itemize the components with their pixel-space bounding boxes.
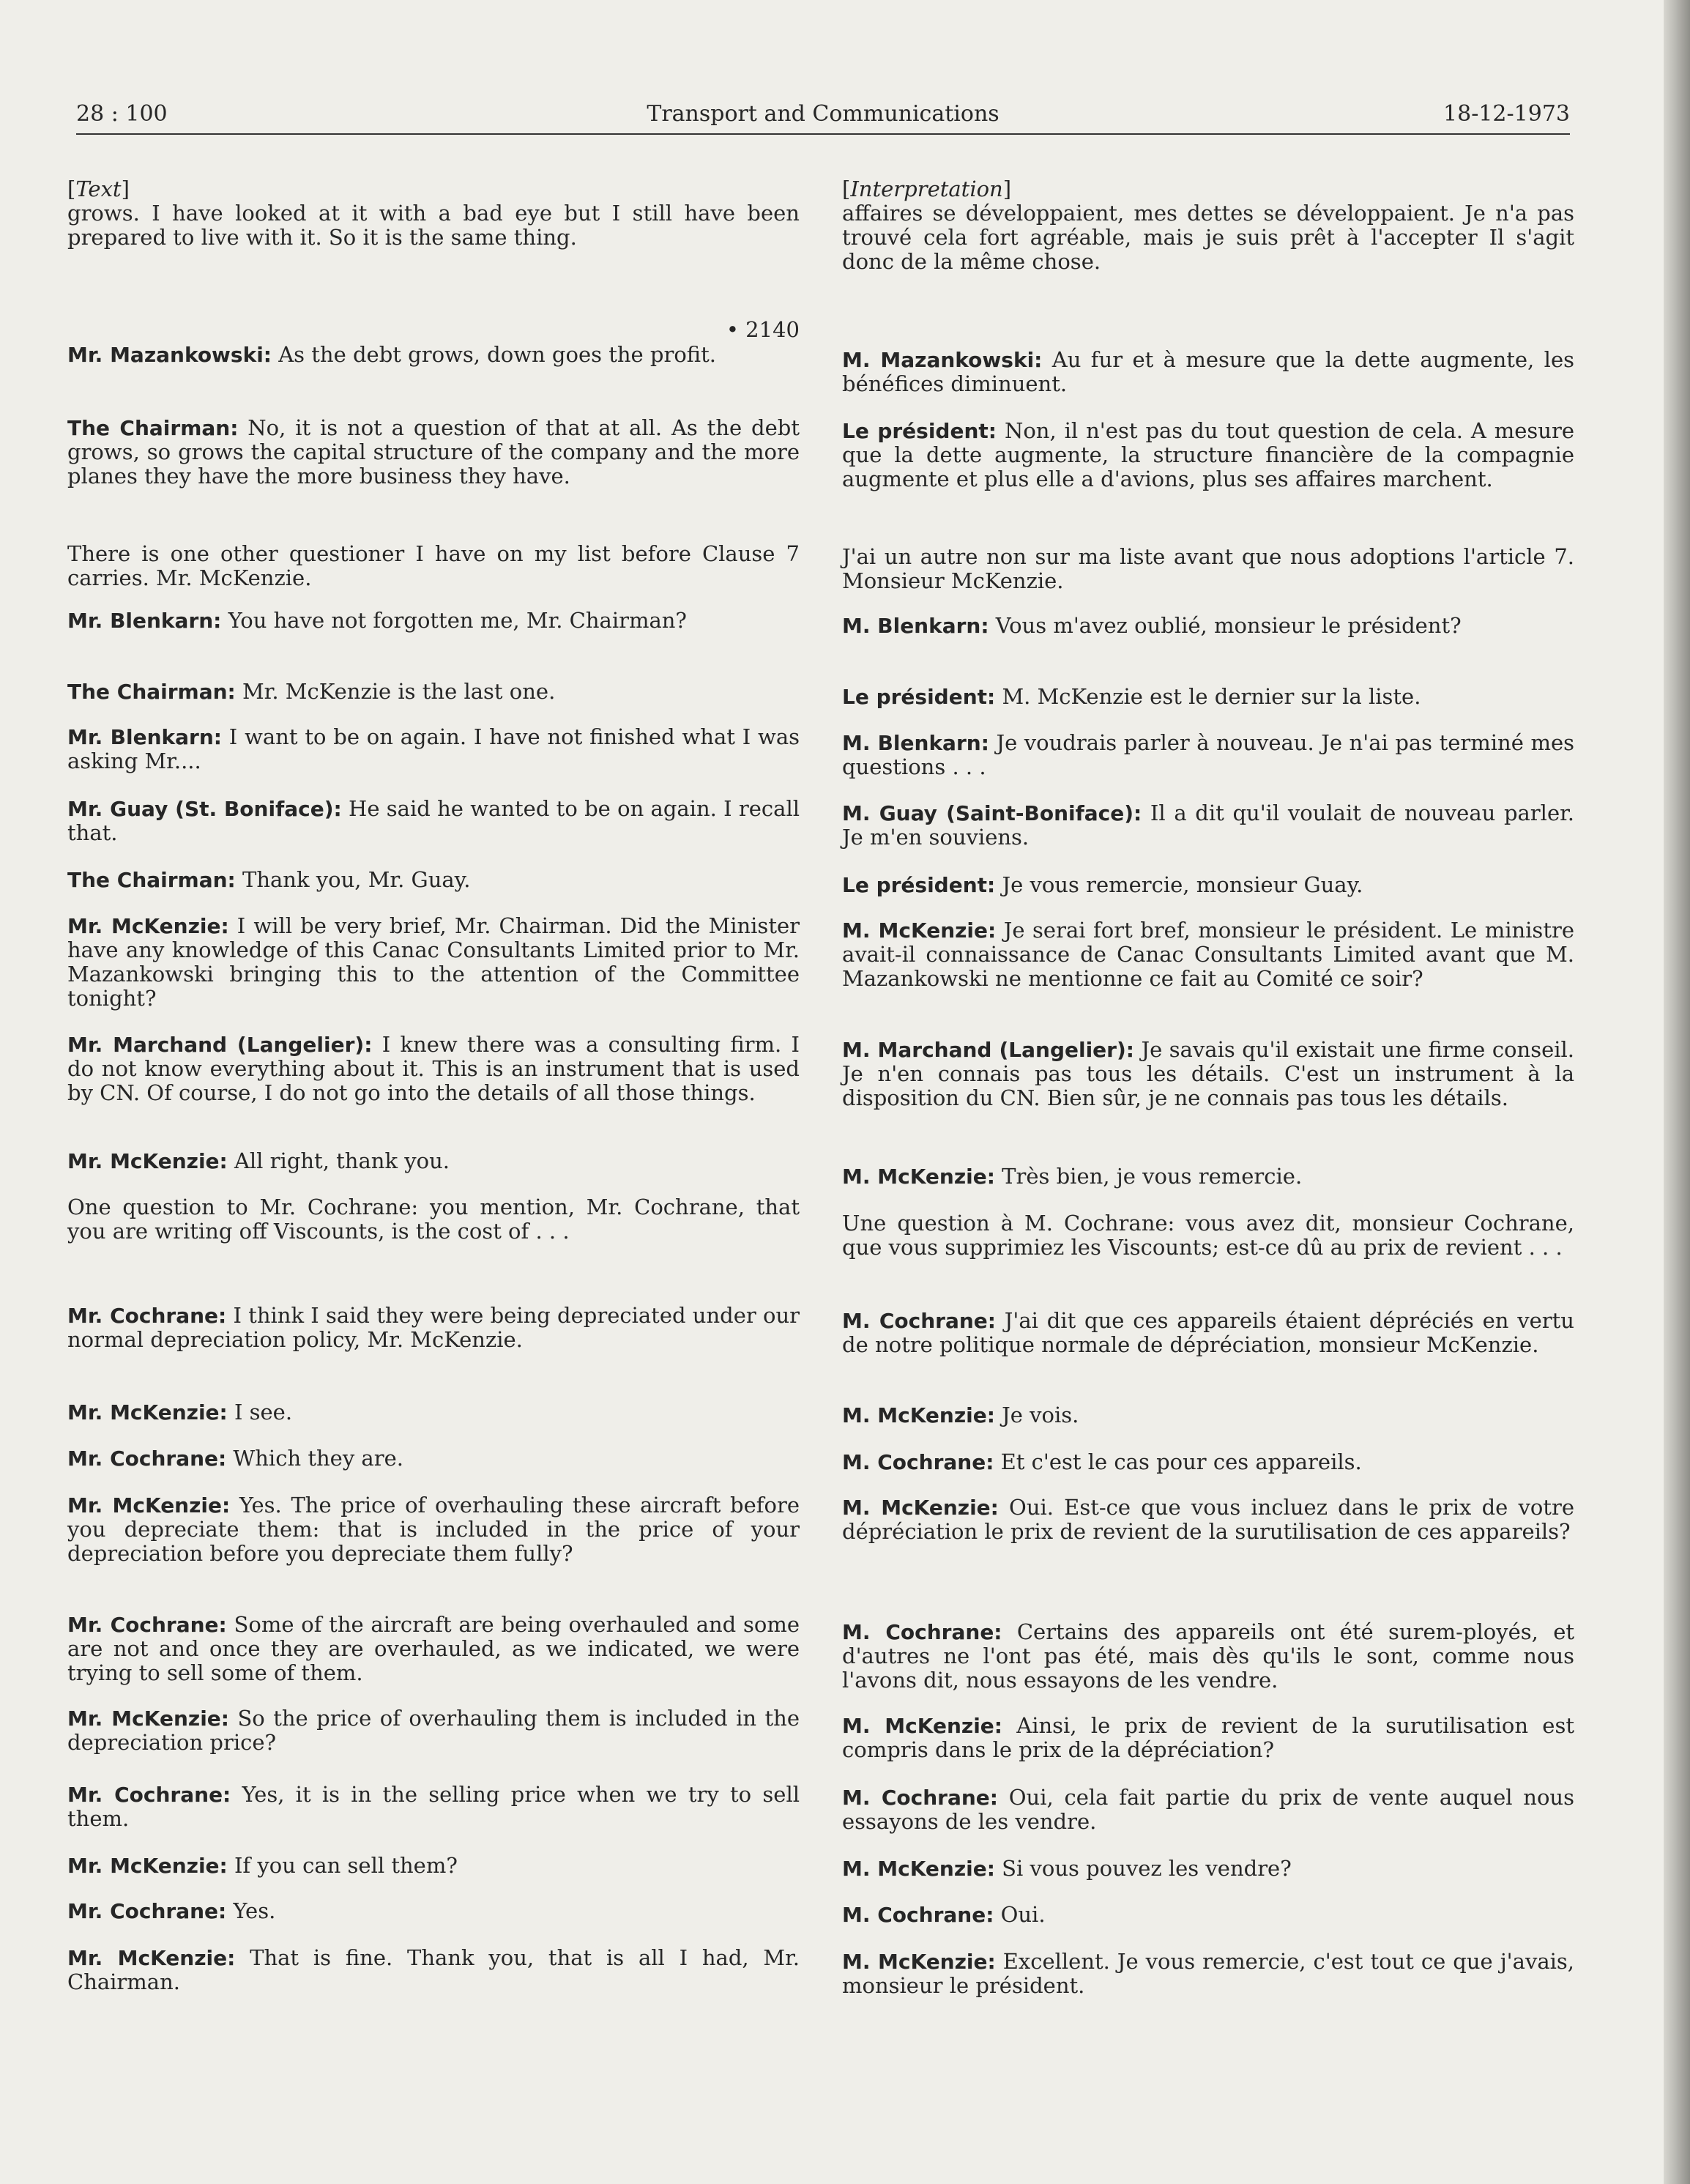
- speaker: Le président:: [842, 685, 996, 709]
- speaker: M. Marchand (Langelier):: [842, 1038, 1134, 1062]
- speech: As the debt grows, down goes the profit.: [272, 342, 717, 367]
- speech: Yes.: [226, 1898, 276, 1923]
- speech: Si vous pouvez les vendre?: [994, 1856, 1292, 1881]
- speaker: M. McKenzie:: [842, 1714, 1002, 1738]
- paragraph: [67, 343, 800, 367]
- speech: Mr. McKenzie is the last one.: [235, 679, 556, 704]
- speech: Oui. Est-ce que vous incluez dans le prix de votre dépréciation le prix de revient de la surutilisation de ces appareils?: [842, 1495, 1574, 1544]
- speech: M. McKenzie est le dernier sur la liste.: [995, 684, 1421, 709]
- speaker: M. McKenzie:: [842, 1857, 995, 1881]
- paragraph: [67, 868, 800, 892]
- paragraph: [842, 918, 1574, 991]
- paragraph: [67, 542, 800, 590]
- speech: Je voudrais parler à nouveau. Je n'ai pas terminé mes questions . . .: [842, 730, 1574, 779]
- speech: affaires se développaient, mes dettes se développaient. Je n'a pas trouvé cela fort agréable, mais je suis prêt à l'accepter Il s'agit donc de la même chose.: [842, 201, 1574, 274]
- paragraph: [67, 1195, 800, 1244]
- speech: Yes, it is in the selling price when we try to sell them.: [67, 1782, 800, 1831]
- speech: I see.: [227, 1400, 293, 1425]
- paragraph: [842, 1309, 1574, 1357]
- speaker: Mr. McKenzie:: [67, 1946, 236, 1970]
- speaker: The Chairman:: [67, 416, 239, 440]
- paragraph: [67, 1149, 800, 1173]
- speech: Je vous remercie, monsieur Guay.: [995, 872, 1363, 897]
- speech: Je vois.: [994, 1403, 1079, 1427]
- page-edge-shadow: [1664, 0, 1690, 2184]
- speech: Je serai fort bref, monsieur le président. Le ministre avait-il connaissance de Canac Consultants Limited avant que M. Mazankowski ne mentionne ce fait au Comité ce soir?: [842, 918, 1574, 991]
- paragraph: [842, 801, 1574, 850]
- speaker: Mr. Cochrane:: [67, 1446, 227, 1471]
- paragraph: [67, 1493, 800, 1566]
- speaker: Mr. Guay (St. Boniface):: [67, 797, 342, 821]
- paragraph: [842, 1165, 1574, 1189]
- paragraph: [842, 1450, 1574, 1474]
- speech: I knew there was a consulting firm. I do not know everything about it. This is an instrument that is used by CN. Of course, I do not go into the details of all those things.: [67, 1032, 800, 1105]
- speaker: The Chairman:: [67, 868, 236, 892]
- paragraph: [67, 1446, 800, 1471]
- speech: Très bien, je vous remercie.: [994, 1164, 1303, 1189]
- speech: Yes. The price of overhauling these aircraft before you depreciate them: that is included in the price of your depreciation before you depreciate them fully?: [67, 1493, 800, 1566]
- speaker: M. McKenzie:: [842, 1403, 995, 1427]
- speaker: M. Blenkarn:: [842, 614, 989, 638]
- speaker: M. Cochrane:: [842, 1786, 998, 1810]
- paragraph: [842, 685, 1574, 709]
- speech: One question to Mr. Cochrane: you mention, Mr. Cochrane, that you are writing off Viscounts, is the cost of . . .: [67, 1195, 800, 1244]
- speaker: Mr. McKenzie:: [67, 1149, 228, 1173]
- paragraph: [842, 419, 1574, 491]
- paragraph: [842, 1950, 1574, 1998]
- speech: There is one other questioner I have on my list before Clause 7 carries. Mr. McKenzie.: [67, 541, 800, 590]
- speaker: Mr. Cochrane:: [67, 1783, 231, 1807]
- speaker: Mr. Blenkarn:: [67, 725, 222, 749]
- column-tag: [Interpretation]: [842, 177, 1012, 201]
- speech: All right, thank you.: [227, 1148, 450, 1173]
- paragraph: [67, 725, 800, 773]
- speaker: Mr. Cochrane:: [67, 1899, 227, 1923]
- speech: I will be very brief, Mr. Chairman. Did the Minister have any knowledge of this Canac Consultants Limited prior to Mr. Mazankowski bringing this to the attention of the Committee tonight?: [67, 913, 800, 1011]
- paragraph: [842, 1857, 1574, 1881]
- paragraph: [67, 1946, 800, 1994]
- paragraph: [67, 797, 800, 845]
- speaker: M. Cochrane:: [842, 1450, 994, 1474]
- paragraph: [67, 201, 800, 250]
- speaker: M. Cochrane:: [842, 1309, 996, 1333]
- paragraph: [842, 731, 1574, 779]
- speech: Il a dit qu'il voulait de nouveau parler. Je m'en souviens.: [842, 801, 1575, 850]
- speech: J'ai dit que ces appareils étaient dépréciés en vertu de notre politique normale de dépréciation, monsieur McKenzie.: [842, 1308, 1574, 1357]
- paragraph: [67, 1304, 800, 1352]
- speech: Certains des appareils ont été surem-ployés, et d'autres ne l'ont pas été, mais dès qu'ils le sont, comme nous l'avons dit, nous essayons de les vendre.: [842, 1619, 1575, 1693]
- speech: Une question à M. Cochrane: vous avez dit, monsieur Cochrane, que vous supprimiez les Viscounts; est-ce dû au prix de revient . . .: [842, 1211, 1574, 1260]
- paragraph: [67, 1899, 800, 1923]
- speech: So the price of overhauling them is included in the depreciation price?: [67, 1706, 800, 1755]
- speaker: M. McKenzie:: [842, 1950, 996, 1974]
- paragraph: [67, 416, 800, 489]
- speaker: Le président:: [842, 873, 996, 897]
- speaker: Mr. Cochrane:: [67, 1613, 227, 1637]
- page-number: 28 : 100: [76, 101, 168, 127]
- paragraph: [842, 1903, 1574, 1927]
- speaker: Mr. McKenzie:: [67, 1854, 228, 1878]
- paragraph: [67, 609, 800, 633]
- speaker: Mr. Marchand (Langelier):: [67, 1033, 373, 1057]
- speech: Thank you, Mr. Guay.: [235, 867, 471, 892]
- paragraph: [67, 1400, 800, 1425]
- speech: Je savais qu'il existait une firme conseil. Je n'en connais pas tous les détails. C'est un instrument à la disposition du CN. Bien sûr, je ne connais pas tous les détails.: [842, 1037, 1575, 1110]
- speaker: Mr. McKenzie:: [67, 1706, 229, 1731]
- speaker: Le président:: [842, 419, 997, 443]
- paragraph: [842, 1714, 1574, 1762]
- speech: I want to be on again. I have not finished what I was asking Mr....: [67, 724, 800, 773]
- speech: You have not forgotten me, Mr. Chairman?: [221, 608, 687, 633]
- speaker: M. McKenzie:: [842, 1165, 995, 1189]
- paragraph: [67, 680, 800, 704]
- paragraph: [842, 1786, 1574, 1834]
- speech: Non, il n'est pas du tout question de cela. A mesure que la dette augmente, la structure financière de la compagnie augmente et plus elle a d'avions, plus ses affaires marchent.: [842, 418, 1575, 491]
- speech: Et c'est le cas pour ces appareils.: [994, 1449, 1362, 1474]
- speaker: Mr. McKenzie:: [67, 1493, 231, 1518]
- paragraph: [842, 1211, 1574, 1260]
- speaker: M. Cochrane:: [842, 1620, 1002, 1644]
- paragraph: [842, 201, 1574, 274]
- time-marker: • 2140: [726, 317, 800, 342]
- speaker: Mr. Cochrane:: [67, 1304, 227, 1328]
- speech: If you can sell them?: [227, 1853, 458, 1878]
- speaker: Mr. Blenkarn:: [67, 609, 222, 633]
- speech: I think I said they were being depreciated under our normal depreciation policy, Mr. McKenzie.: [67, 1303, 800, 1352]
- speaker: Mr. Mazankowski:: [67, 343, 272, 367]
- paragraph: [842, 1496, 1574, 1544]
- speech: Some of the aircraft are being overhauled and some are not and once they are overhauled, as we indicated, we were trying to sell some of them.: [67, 1612, 800, 1685]
- speech: That is fine. Thank you, that is all I had, Mr. Chairman.: [67, 1945, 800, 1994]
- paragraph: [842, 348, 1574, 396]
- speech: grows. I have looked at it with a bad eye but I still have been prepared to live with it. So it is the same thing.: [67, 201, 800, 250]
- paragraph: [67, 1033, 800, 1105]
- paragraph: [842, 1038, 1574, 1110]
- column-tag: [Text]: [67, 177, 130, 201]
- paragraph: [67, 1706, 800, 1755]
- speaker: M. Cochrane:: [842, 1903, 994, 1927]
- speech: Which they are.: [226, 1446, 403, 1471]
- paragraph: [842, 614, 1574, 638]
- publication-title: Transport and Communications: [647, 101, 1000, 127]
- paragraph: [842, 545, 1574, 593]
- paragraph: [67, 1854, 800, 1878]
- running-header: [76, 101, 1570, 135]
- speech: J'ai un autre non sur ma liste avant que nous adoptions l'article 7. Monsieur McKenzie.: [842, 544, 1574, 593]
- paragraph: [67, 1783, 800, 1831]
- paragraph: [842, 1403, 1574, 1427]
- speaker: M. Guay (Saint-Boniface):: [842, 801, 1142, 825]
- speech: He said he wanted to be on again. I recall that.: [67, 796, 800, 845]
- speech: Excellent. Je vous remercie, c'est tout ce que j'avais, monsieur le président.: [842, 1949, 1574, 1998]
- paragraph: [67, 914, 800, 1011]
- speech: No, it is not a question of that at all. As the debt grows, so grows the capital structure of the company and the more planes they have the more business they have.: [67, 415, 800, 489]
- speaker: M. Blenkarn:: [842, 731, 989, 755]
- speech: Vous m'avez oublié, monsieur le président?: [989, 613, 1462, 638]
- speaker: The Chairman:: [67, 680, 236, 704]
- text-tag-label: Text: [75, 177, 122, 201]
- paragraph: [842, 873, 1574, 897]
- speech: Oui.: [994, 1902, 1046, 1927]
- header-date: 18-12-1973: [1443, 101, 1570, 127]
- paragraph: [842, 1620, 1574, 1693]
- speaker: M. McKenzie:: [842, 918, 997, 943]
- speaker: M. Mazankowski:: [842, 348, 1043, 372]
- speaker: Mr. McKenzie:: [67, 1400, 228, 1425]
- speaker: M. McKenzie:: [842, 1496, 999, 1520]
- interpretation-tag-label: Interpretation: [850, 177, 1003, 201]
- paragraph: [67, 1613, 800, 1685]
- speaker: Mr. McKenzie:: [67, 914, 229, 938]
- speech: Au fur et à mesure que la dette augmente, les bénéfices diminuent.: [842, 347, 1574, 396]
- speech: Ainsi, le prix de revient de la surutilisation est compris dans le prix de la dépréciation?: [842, 1713, 1574, 1762]
- speech: Oui, cela fait partie du prix de vente auquel nous essayons de les vendre.: [842, 1785, 1574, 1834]
